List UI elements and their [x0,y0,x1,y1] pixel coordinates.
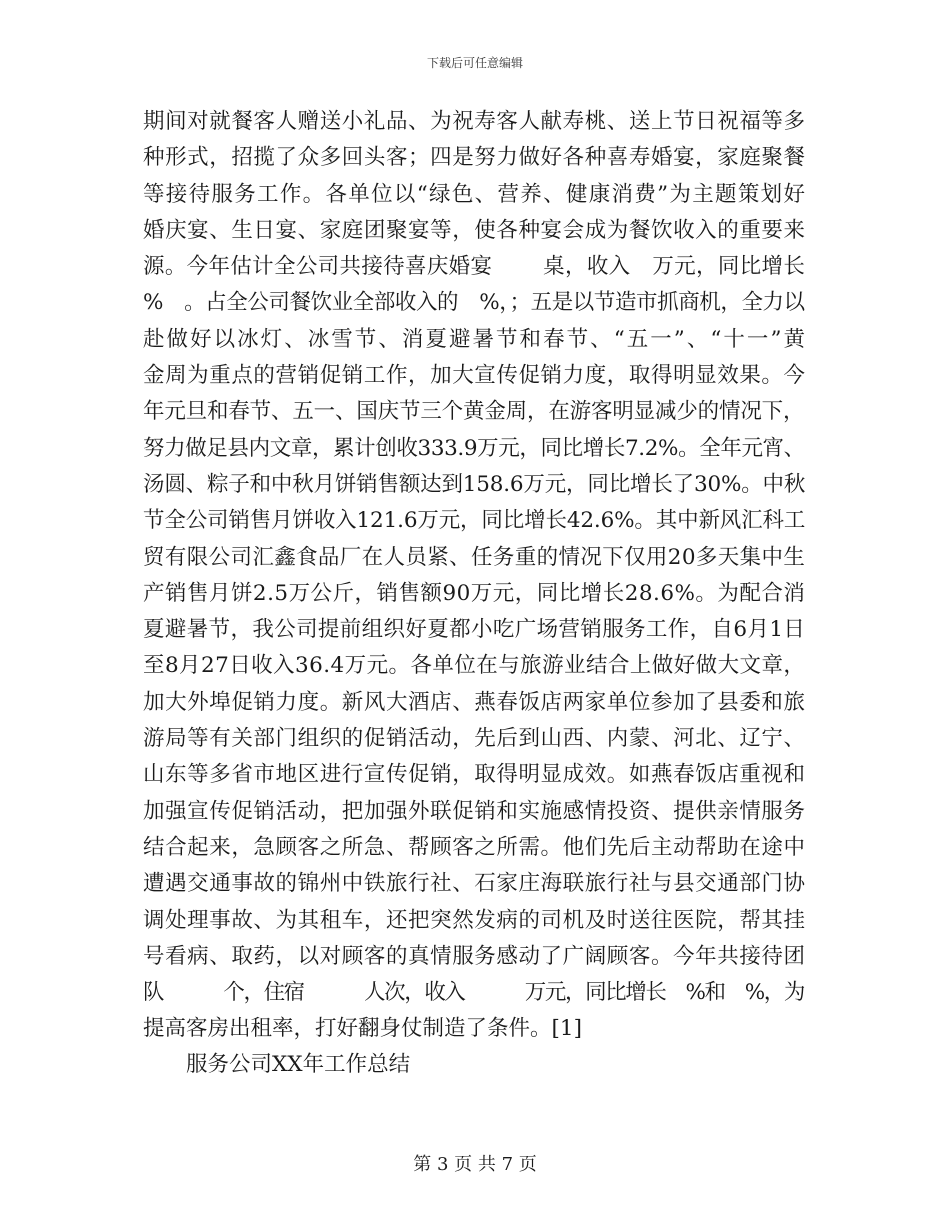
body-line: 金周为重点的营销促销工作，加大宣传促销力度，取得明显效果。今 [143,363,806,389]
body-line: 期间对就餐客人赠送小礼品、为祝寿客人献寿桃、送上节日祝福等多 [143,109,806,134]
body-line: 号看病、取药，以对顾客的真情服务感动了广阔顾客。今年共接待团 [143,943,806,969]
body-line: 加大外埠促销力度。新风大酒店、燕春饭店两家单位参加了县委和旅 [143,689,806,715]
body-line: 婚庆宴、生日宴、家庭团聚宴等，使各种宴会成为餐饮收入的重要来 [143,217,806,243]
body-line: 等接待服务工作。各单位以“绿色、营养、健康消费”为主题策划好 [143,181,807,207]
body-text [143,104,808,1048]
body-line: 调处理事故、为其租车，还把突然发病的司机及时送往医院，帮其挂 [143,907,806,933]
body-line: 产销售月饼2.5万公斤，销售额90万元，同比增长28.6%。为配合消 [143,580,806,606]
body-line: 山东等多省市地区进行宣传促销，取得明显成效。如燕春饭店重视和 [143,762,806,788]
body-line: 汤圆、粽子和中秋月饼销售额达到158.6万元，同比增长了30%。中秋 [143,471,806,497]
body-line: 至8月27日收入36.4万元。各单位在与旅游业结合上做好做大文章， [143,653,806,679]
body-line: 节全公司销售月饼收入121.6万元，同比增长42.6%。其中新风汇科工 [143,508,806,534]
body-line: 遭遇交通事故的锦州中铁旅行社、石家庄海联旅行社与县交通部门协 [143,871,806,897]
body-line: 加强宣传促销活动，把加强外联促销和实施感情投资、提供亲情服务 [143,798,806,824]
body-line: 种形式，招揽了众多回头客；四是努力做好各种喜寿婚宴，家庭聚餐 [143,145,806,171]
body-line: % 。占全公司餐饮业全部收入的 %，；五是以节造市抓商机，全力以 [143,290,805,316]
body-line: 努力做足县内文章，累计创收333.9万元，同比增长7.2%。全年元宵、 [143,435,805,461]
page-header: 下载后可任意编辑 [426,56,523,70]
body-line: 夏避暑节，我公司提前组织好夏都小吃广场营销服务工作，自6月1日 [143,617,806,643]
body-line: 贸有限公司汇鑫食品厂在人员紧、任务重的情况下仅用20多天集中生 [143,544,806,570]
body-line: 源。今年估计全公司共接待喜庆婚宴 桌，收入 万元，同比增长 [143,254,806,280]
body-line: 年元旦和春节、五一、国庆节三个黄金周，在游客明显减少的情况下， [143,399,805,425]
body-line: 提高客房出租率，打好翻身仗制造了条件。[1] [143,1016,582,1042]
body-line: 游局等有关部门组织的促销活动，先后到山西、内蒙、河北、辽宁、 [143,726,806,752]
body-line: 结合起来，急顾客之所急、帮顾客之所需。他们先后主动帮助在途中 [143,834,806,860]
body-line: 队 个，住宿 人次，收入 万元，同比增长 %和 %，为 [143,980,804,1006]
section-title: 服务公司XX年工作总结 [186,1052,411,1077]
page-footer: 第 3 页 共 7 页 [413,1154,537,1175]
body-line: 赴做好以冰灯、冰雪节、消夏避暑节和春节、“五一”、“十一”黄 [143,326,808,352]
